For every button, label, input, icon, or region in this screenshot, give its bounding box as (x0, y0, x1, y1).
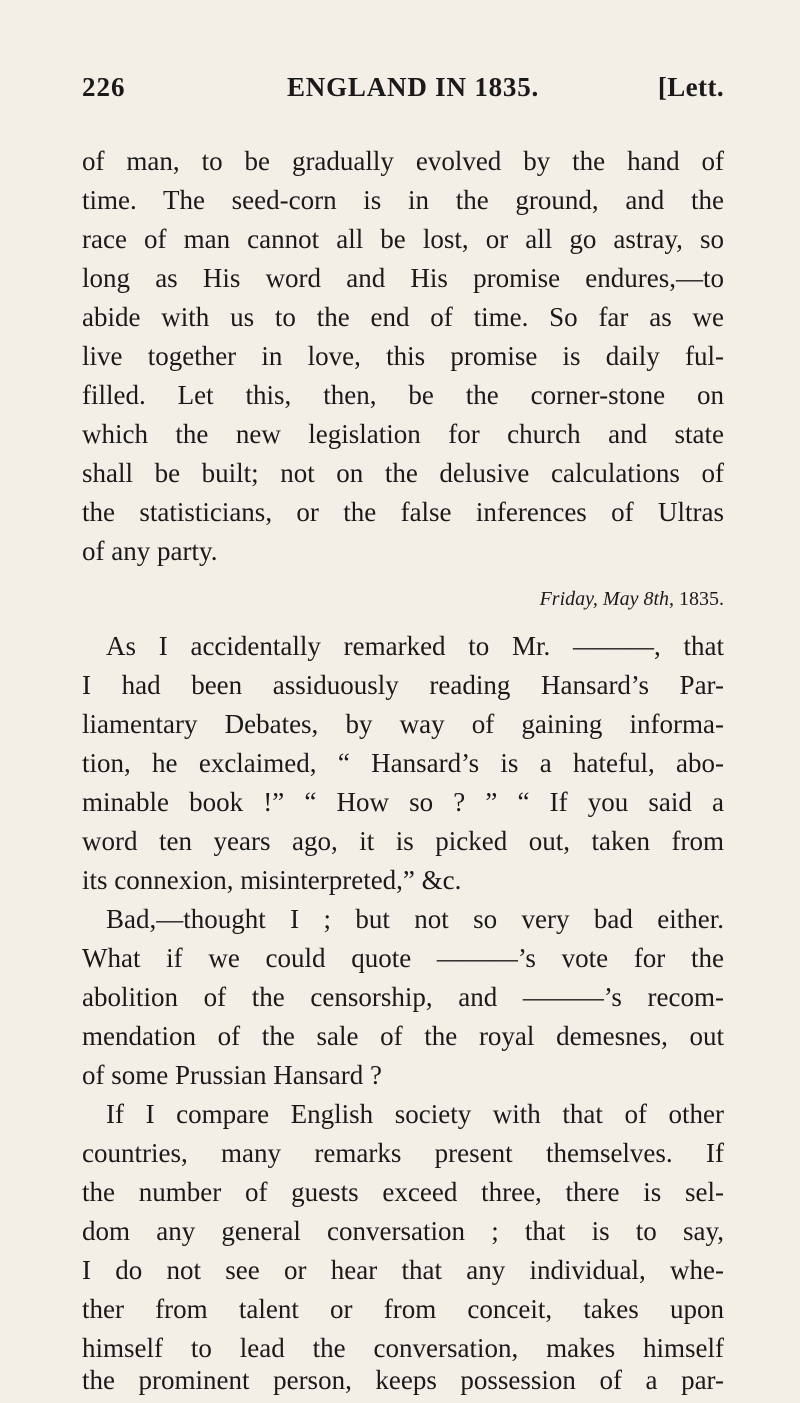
text-line: I had been assiduously reading Hansard’s Par- (82, 670, 724, 700)
page-number: 226 (82, 72, 126, 102)
text-line: race of man cannot all be lost, or all go astray, so (82, 224, 724, 254)
text-line: As I accidentally remarked to Mr. ———, that (106, 631, 724, 661)
section-marker: [Lett. (657, 72, 724, 102)
text-line: Bad,—thought I ; but not so very bad either. (106, 904, 724, 934)
running-header (82, 72, 724, 116)
text-line: time. The seed-corn is in the ground, and the (82, 185, 724, 215)
text-line: mendation of the sale of the royal demesnes, out (82, 1021, 724, 1051)
text-line: What if we could quote ———’s vote for the (82, 943, 724, 973)
text-line: the statisticians, or the false inferences of Ultras (82, 497, 724, 527)
text-line: ther from talent or from conceit, takes upon (82, 1294, 724, 1324)
text-line: the prominent person, keeps possession of a par- (82, 1365, 724, 1395)
text-line: of man, to be gradually evolved by the hand of (82, 146, 724, 176)
dateline-month-day: May 8th, (602, 588, 674, 610)
text-line: filled. Let this, then, be the corner-stone on (82, 380, 724, 410)
text-line: its connexion, misinterpreted,” &c. (82, 865, 462, 895)
text-line: word ten years ago, it is picked out, taken from (82, 826, 724, 856)
text-line: I do not see or hear that any individual, whe- (82, 1255, 724, 1285)
text-line: liamentary Debates, by way of gaining informa- (82, 709, 724, 739)
text-line: long as His word and His promise endures,—to (82, 263, 724, 293)
dateline-year: 1835. (679, 588, 724, 610)
text-line: of some Prussian Hansard ? (82, 1060, 382, 1090)
text-line: of any party. (82, 536, 218, 566)
text-line: abide with us to the end of time. So far as we (82, 302, 724, 332)
text-line: shall be built; not on the delusive calculations of (82, 458, 724, 488)
text-line: countries, many remarks present themselves. If (82, 1138, 724, 1168)
dateline (82, 583, 724, 615)
text-line: minable book !” “ How so ? ” “ If you said a (82, 787, 724, 817)
text-line: If I compare English society with that of other (106, 1099, 724, 1129)
text-line: which the new legislation for church and state (82, 419, 724, 449)
running-title: ENGLAND IN 1835. (287, 72, 540, 102)
text-line: himself to lead the conversation, makes himself (82, 1333, 724, 1363)
text-line: the number of guests exceed three, there is sel- (82, 1177, 724, 1207)
text-line: dom any general conversation ; that is to say, (82, 1216, 724, 1246)
text-line: tion, he exclaimed, “ Hansard’s is a hateful, abo- (82, 748, 724, 778)
text-line: abolition of the censorship, and ———’s recom- (82, 982, 724, 1012)
text-line: live together in love, this promise is daily ful- (82, 341, 724, 371)
dateline-weekday: Friday, (539, 588, 598, 610)
